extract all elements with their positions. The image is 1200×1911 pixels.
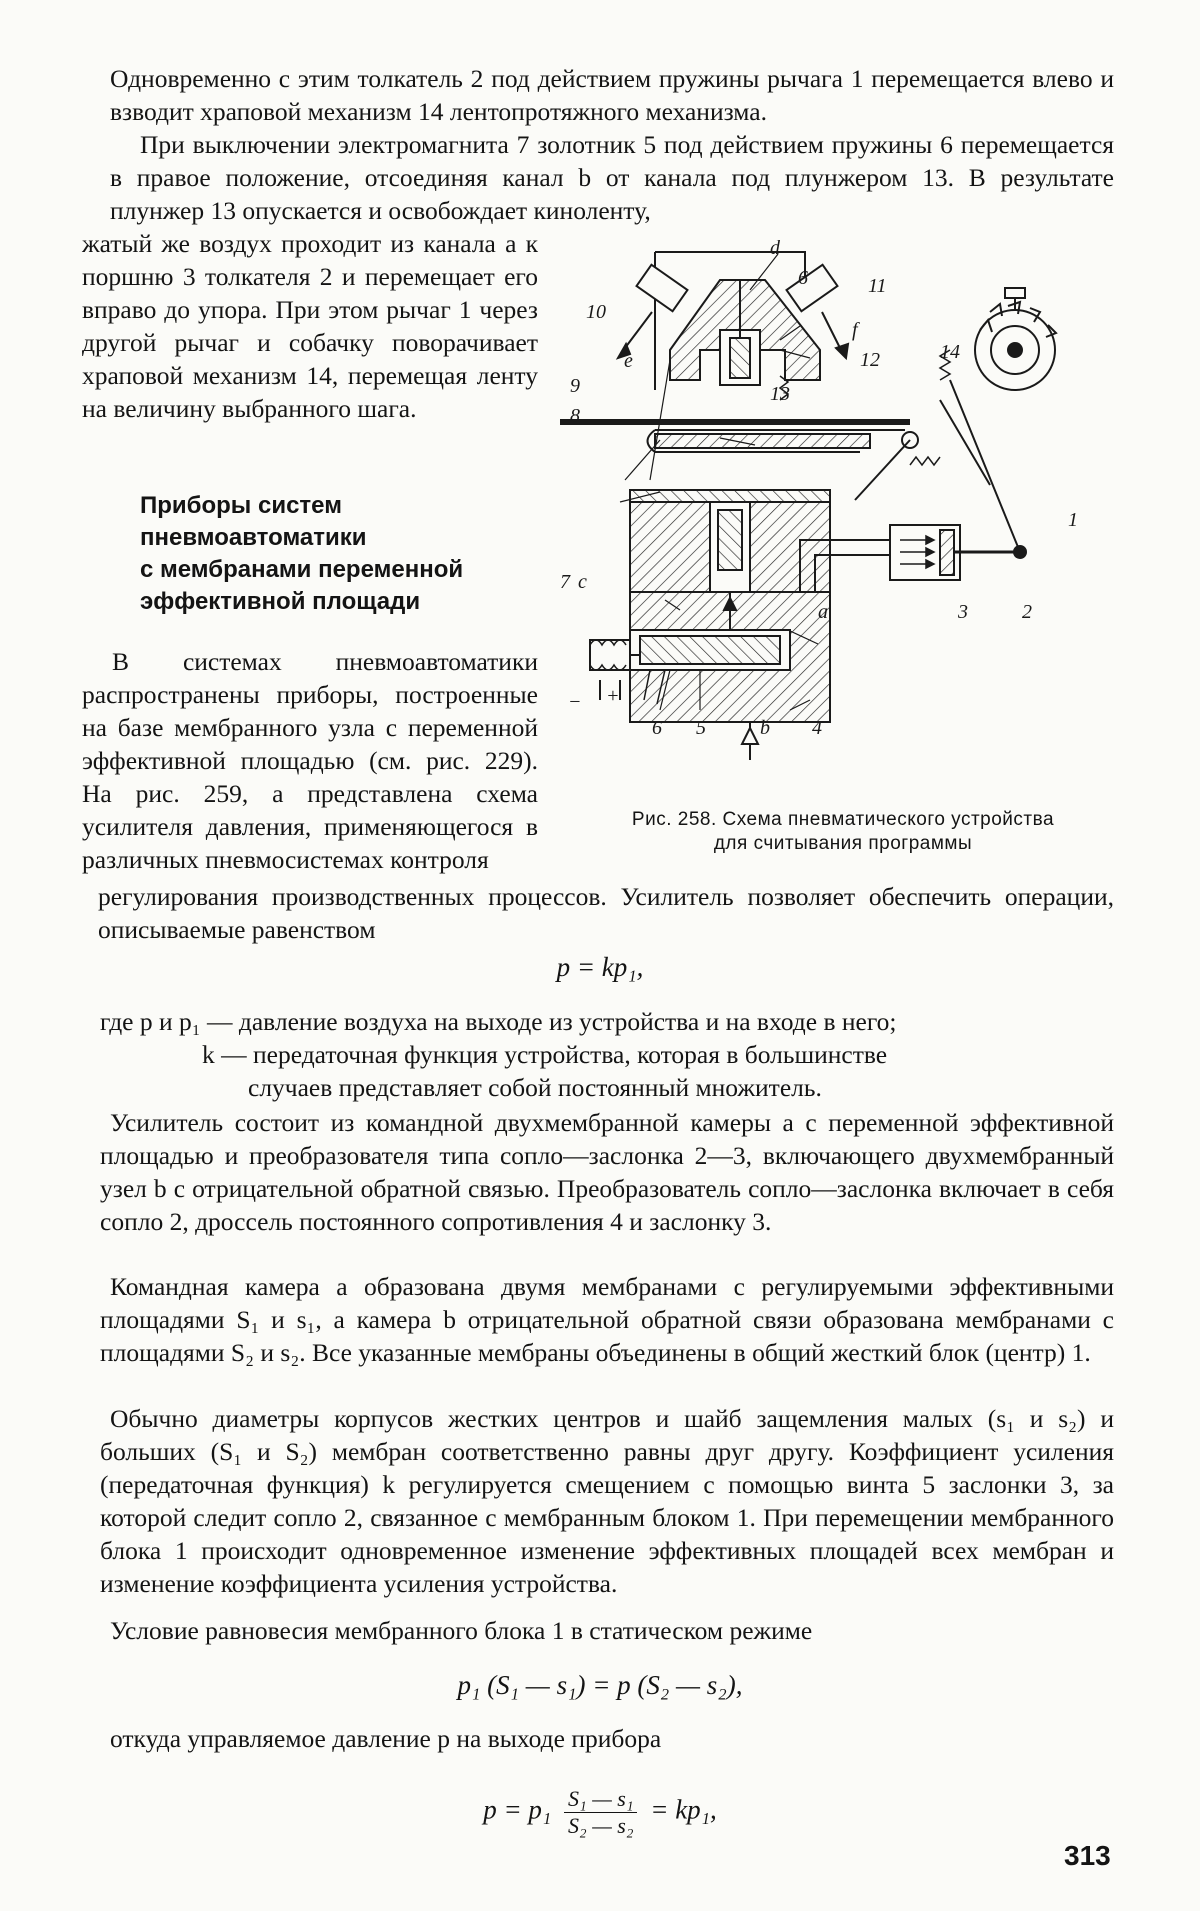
figure-caption	[560, 808, 1126, 856]
label-11: 11	[868, 275, 887, 297]
heading-line-2: пневмоавтоматики	[140, 524, 367, 551]
definition-line-3: случаев представляет собой постоянный множитель.	[248, 1073, 822, 1102]
label-2: 2	[1022, 601, 1032, 623]
label-6-bottom: 6	[652, 717, 662, 739]
label-10: 10	[586, 301, 606, 323]
formula-3-fraction	[564, 1786, 637, 1839]
paragraph-10: Условие равновесия мембранного блока 1 в статическом режиме	[110, 1616, 813, 1645]
formula-3-numerator: S₁ — s₁	[564, 1786, 637, 1813]
caption-line-1: Рис. 258. Схема пневматического устройства	[631, 809, 1055, 830]
formula-3	[0, 1786, 1200, 1839]
paragraph-5: регулирования производственных процессов. Усилитель позволяет обеспечить операции, описываемые равенством	[98, 882, 1114, 944]
paragraph-7: Усилитель состоит из командной двухмембранной камеры a с переменной эффективной площадью и преобразователя типа сопло—заслонка 2—3, включающего двухмембранный узел b с отрицательной обратной связью. Преобразователь сопло—заслонка включает в себя сопло 2, дроссель постоянного сопротивления 4 и заслонку 3.	[100, 1108, 1114, 1236]
label-5: 5	[696, 717, 706, 739]
label-9: 9	[570, 375, 580, 397]
heading-line-4: эффективной площади	[140, 588, 421, 615]
label-plus: +	[606, 685, 620, 707]
formula-1: p = kp₁,	[556, 952, 644, 982]
label-7: 7	[560, 571, 570, 593]
label-minus: −	[568, 691, 582, 713]
label-12: 12	[860, 349, 880, 371]
label-14: 14	[940, 341, 960, 363]
label-8: 8	[570, 405, 580, 427]
formula-3-denominator: S₂ — s₂	[568, 1813, 634, 1838]
label-f: f	[852, 319, 858, 341]
caption-line-2: для считывания программы	[713, 833, 973, 854]
formula-2: p₁ (S₁ — s₁) = p (S₂ — s₂),	[457, 1670, 743, 1700]
label-e: e	[624, 350, 633, 372]
label-4: 4	[812, 717, 822, 739]
page-number: 313	[1064, 1840, 1111, 1871]
heading-line-1: Приборы систем	[140, 492, 342, 519]
paragraph-8: Командная камера a образована двумя мембранами с регулируемыми эффективными площадями S₁ и s₁, а камера b отрицательной обратной связи образована мембранами с площадями S₂ и s₂. Все указанные мембраны объединены в общий жесткий блок (центр) 1.	[100, 1272, 1114, 1367]
definition-line-2: k — передаточная функция устройства, которая в большинстве	[202, 1040, 888, 1069]
formula-3-right: = kp₁,	[650, 1794, 717, 1825]
figure-258-diagram	[560, 240, 1126, 800]
definitions-block	[100, 1005, 1114, 1104]
label-13: 13	[770, 383, 790, 405]
definition-line-1: где p и p₁ — давление воздуха на выходе из устройства и на входе в него;	[100, 1007, 897, 1036]
paragraph-3: жатый же воздух проходит из канала a к поршню 3 толкателя 2 и перемещает его вправо до упора. При этом рычаг 1 через другой рычаг и собачку поворачивает храповой механизм 14, перемещая ленту на величину выбранного шага.	[82, 229, 538, 423]
label-3: 3	[958, 601, 968, 623]
heading-line-3: с мембранами переменной	[140, 556, 464, 583]
paragraph-1: Одновременно с этим толкатель 2 под действием пружины рычага 1 перемещается влево и взводит храповой механизм 14 лентопротяжного механизма.	[110, 64, 1114, 126]
label-d: d	[770, 240, 780, 259]
section-heading	[140, 490, 540, 618]
label-6-top: 6	[798, 267, 808, 289]
paragraph-11: откуда управляемое давление p на выходе прибора	[110, 1724, 662, 1753]
label-b: b	[760, 717, 770, 739]
formula-3-left: p = p₁	[483, 1794, 552, 1825]
paragraph-9: Обычно диаметры корпусов жестких центров и шайб защемления малых (s₁ и s₂) и больших (S₁ и S₂) мембран соответственно равны друг другу. Коэффициент усиления (передаточная функция) k регулируется смещением с помощью винта 5 заслонки 3, за которой следит сопло 2, связанное с мембранным блоком 1. При перемещении мембранного блока 1 происходит одновременное изменение эффективных площадей всех мембран и изменение коэффициента усиления устройства.	[100, 1404, 1114, 1598]
paragraph-4: В системах пневмоавтоматики распространены приборы, построенные на базе мембранного узла с переменной эффективной площадью (см. рис. 229). На рис. 259, a представлена схема усилителя давления, применяющегося в различных пневмосистемах контроля	[82, 647, 538, 874]
label-c: c	[578, 571, 587, 593]
label-a: a	[818, 601, 828, 623]
label-1: 1	[1068, 509, 1078, 531]
paragraph-2: При выключении электромагнита 7 золотник 5 под действием пружины 6 перемещается в правое положение, отсоединяя канал b от канала под плунжером 13. В результате плунжер 13 опускается и освобождает киноленту,	[110, 130, 1114, 225]
